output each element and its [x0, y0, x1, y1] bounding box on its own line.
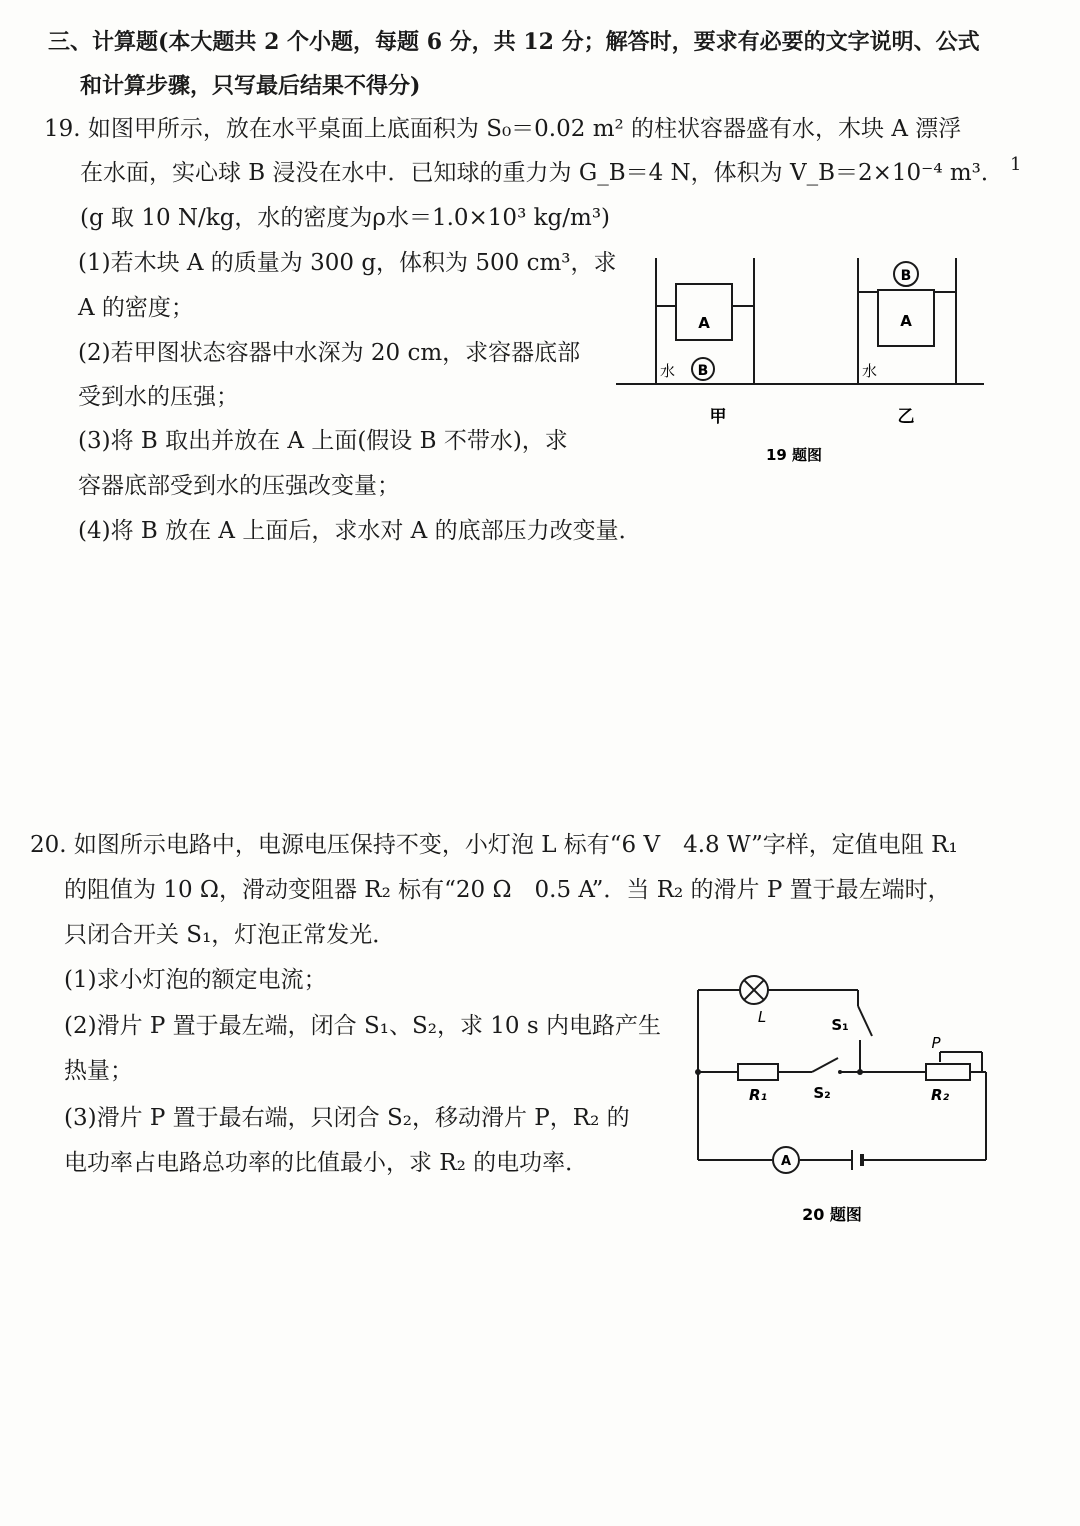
q19-part3-line1: (3)将 B 取出并放在 A 上面(假设 B 不带水)，求: [78, 428, 568, 454]
q19-stem-line1: 19. 如图甲所示，放在水平桌面上底面积为 S₀＝0.02 m² 的柱状容器盛有水，木块 A 漂浮: [44, 116, 962, 142]
margin-mark: 1: [1010, 154, 1022, 175]
left-label-B: B: [697, 363, 709, 379]
q19-stem-line3: (g 取 10 N/kg，水的密度为ρ水＝1.0×10³ kg/m³): [80, 205, 611, 231]
right-label-B: B: [900, 268, 912, 284]
label-P: P: [931, 1034, 941, 1052]
label-L: L: [757, 1008, 767, 1026]
q19-part3-line2: 容器底部受到水的压强改变量；: [78, 473, 400, 499]
q19-part2-line1: (2)若甲图状态容器中水深为 20 cm，求容器底部: [78, 340, 581, 366]
resistor-R1: [738, 1064, 778, 1080]
rheostat-R2: [926, 1064, 970, 1080]
q19-stem-line2: 在水面，实心球 B 浸没在水中．已知球的重力为 G_B＝4 N，体积为 V_B＝2×10⁻⁴ m³．: [80, 160, 1004, 186]
switch-S1: [858, 1006, 872, 1036]
right-caption: 乙: [897, 407, 915, 427]
q20-stem-line3: 只闭合开关 S₁，灯泡正常发光．: [64, 922, 396, 948]
label-R1: R₁: [748, 1086, 768, 1104]
q20-part2-line2: 热量；: [64, 1058, 133, 1084]
q20-stem-line2: 的阻值为 10 Ω，滑动变阻器 R₂ 标有“20 Ω 0.5 A”．当 R₂ 的滑片 P 置于最左端时，: [64, 877, 951, 903]
switch-S2: [812, 1058, 838, 1072]
q20-part3-line2: 电功率占电路总功率的比值最小，求 R₂ 的电功率．: [64, 1150, 589, 1176]
left-caption: 甲: [709, 407, 727, 427]
q20-part1: (1)求小灯泡的额定电流；: [64, 967, 327, 993]
figure-20-caption: 20 题图: [802, 1205, 862, 1224]
right-label-water: 水: [862, 362, 878, 380]
q20-part2-line1: (2)滑片 P 置于最左端，闭合 S₁、S₂，求 10 s 内电路产生: [64, 1013, 661, 1039]
label-S2: S₂: [813, 1084, 831, 1102]
q19-part4: (4)将 B 放在 A 上面后，求水对 A 的底部压力改变量．: [78, 518, 642, 544]
q20-part3-line1: (3)滑片 P 置于最右端，只闭合 S₂，移动滑片 P，R₂ 的: [64, 1105, 630, 1131]
q19-part1-line2: A 的密度；: [78, 295, 194, 321]
figure-19: [610, 250, 990, 470]
left-label-A: A: [698, 314, 710, 332]
label-S1: S₁: [831, 1016, 849, 1034]
label-ammeter-A: A: [780, 1154, 792, 1169]
figure-19-caption: 19 题图: [765, 446, 823, 464]
label-R2: R₂: [930, 1086, 950, 1104]
right-label-A: A: [900, 312, 912, 330]
section-heading-line1: 三、计算题(本大题共 2 个小题，每题 6 分，共 12 分；解答时，要求有必要的文字说明、公式: [48, 29, 980, 55]
section-heading-line2: 和计算步骤，只写最后结果不得分): [80, 73, 421, 99]
q19-part2-line2: 受到水的压强；: [78, 384, 239, 410]
left-label-water: 水: [660, 362, 676, 380]
q20-stem-line1: 20. 如图所示电路中，电源电压保持不变，小灯泡 L 标有“6 V 4.8 W”字样，定值电阻 R₁: [30, 832, 958, 858]
figure-20-circuit: [690, 968, 1000, 1228]
q19-part1-line1: (1)若木块 A 的质量为 300 g，体积为 500 cm³，求: [78, 250, 617, 276]
